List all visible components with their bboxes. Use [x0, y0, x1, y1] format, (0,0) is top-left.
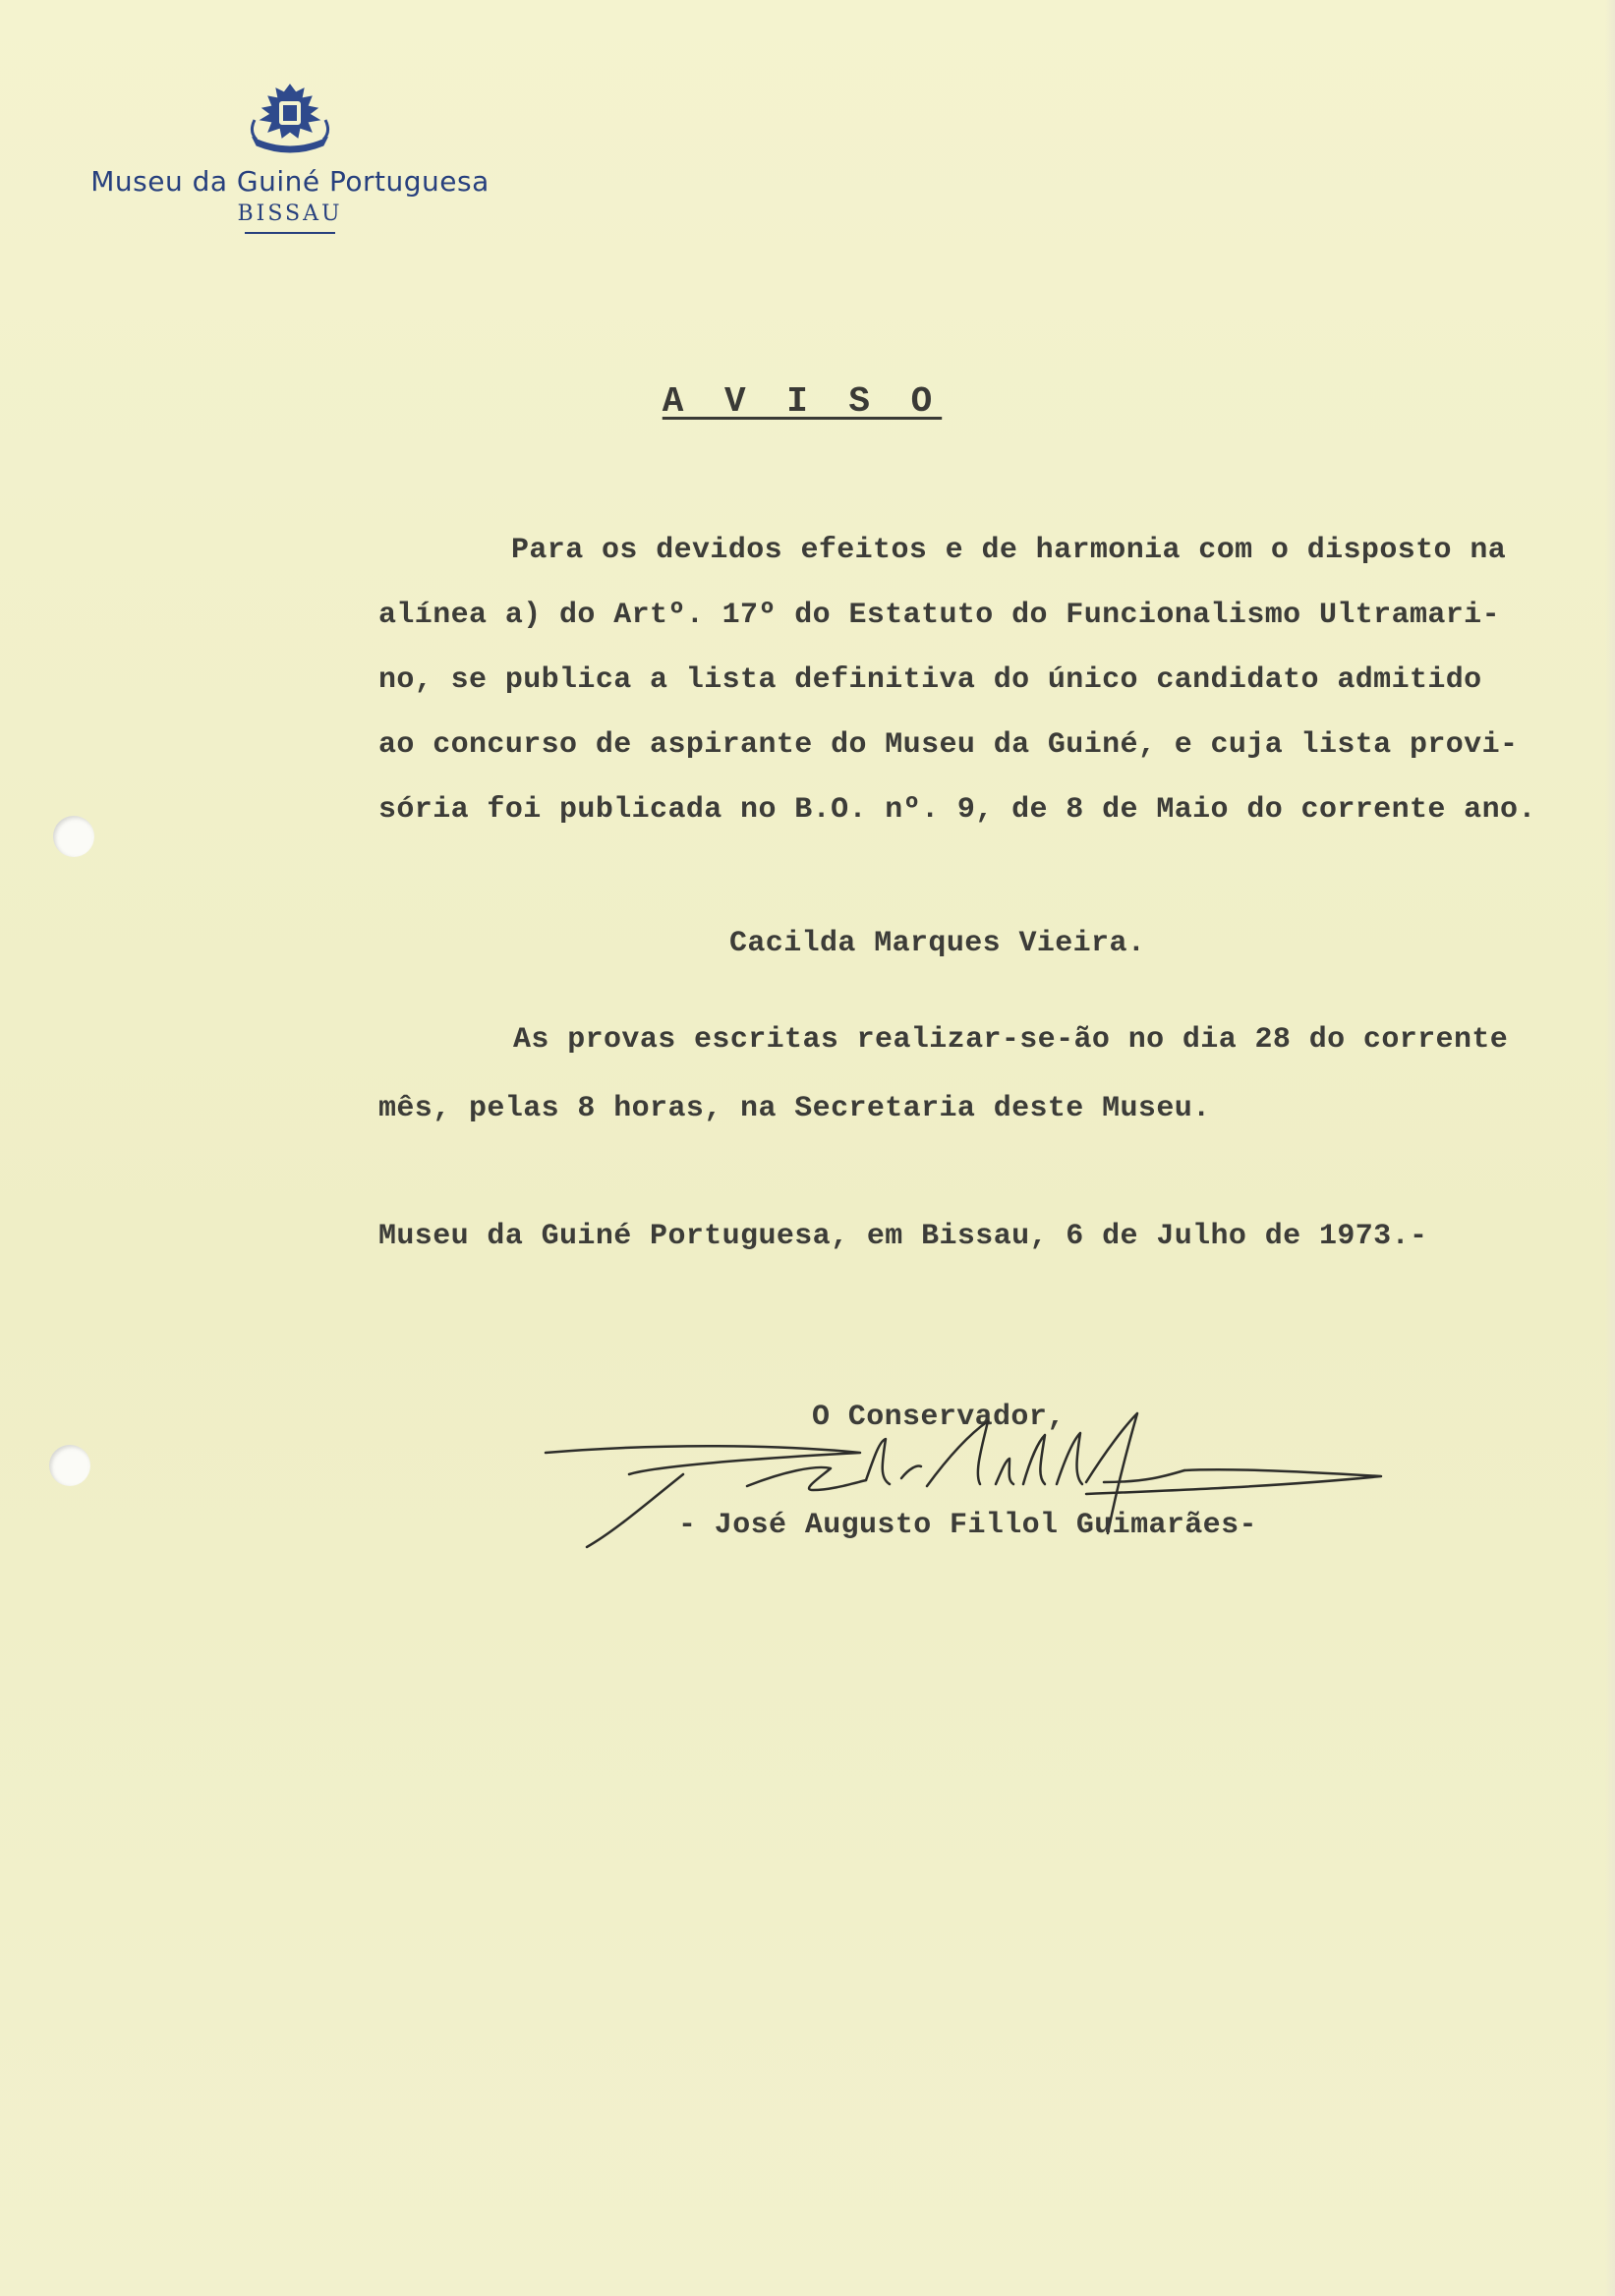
institution-name: Museu da Guiné Portuguesa — [90, 165, 490, 198]
paragraph-1-line-4: ao concurso de aspirante do Museu da Guiné, e cuja lista provi- — [378, 728, 1519, 762]
signatory-name: - José Augusto Fillol Guimarães- — [678, 1509, 1257, 1542]
punch-hole — [49, 1445, 90, 1486]
punch-hole — [53, 816, 94, 857]
paper-edge — [1605, 0, 1615, 2296]
paragraph-1-line-5: sória foi publicada no B.O. nº. 9, de 8 de Maio do corrente ano. — [378, 793, 1536, 827]
paragraph-2-line-1: As provas escritas realizar-se-ão no dia 28 do corrente — [513, 1023, 1509, 1057]
document-title: A V I S O — [662, 381, 943, 422]
coat-of-arms-icon — [241, 81, 339, 157]
letterhead-rule — [245, 232, 335, 234]
closing-title: O Conservador, — [812, 1401, 1066, 1434]
paragraph-2-line-2: mês, pelas 8 horas, na Secretaria deste Museu. — [378, 1092, 1211, 1125]
place-and-date: Museu da Guiné Portuguesa, em Bissau, 6 de Julho de 1973.- — [378, 1220, 1428, 1253]
letterhead — [79, 81, 501, 234]
institution-city: BISSAU — [237, 201, 343, 226]
paragraph-1-line-2: alínea a) do Artº. 17º do Estatuto do Funcionalismo Ultramari- — [378, 599, 1500, 632]
paragraph-1-line-3: no, se publica a lista definitiva do único candidato admitido — [378, 663, 1482, 697]
candidate-name: Cacilda Marques Vieira. — [729, 927, 1146, 960]
paragraph-1-line-1: Para os devidos efeitos e de harmonia com o disposto na — [511, 534, 1507, 567]
